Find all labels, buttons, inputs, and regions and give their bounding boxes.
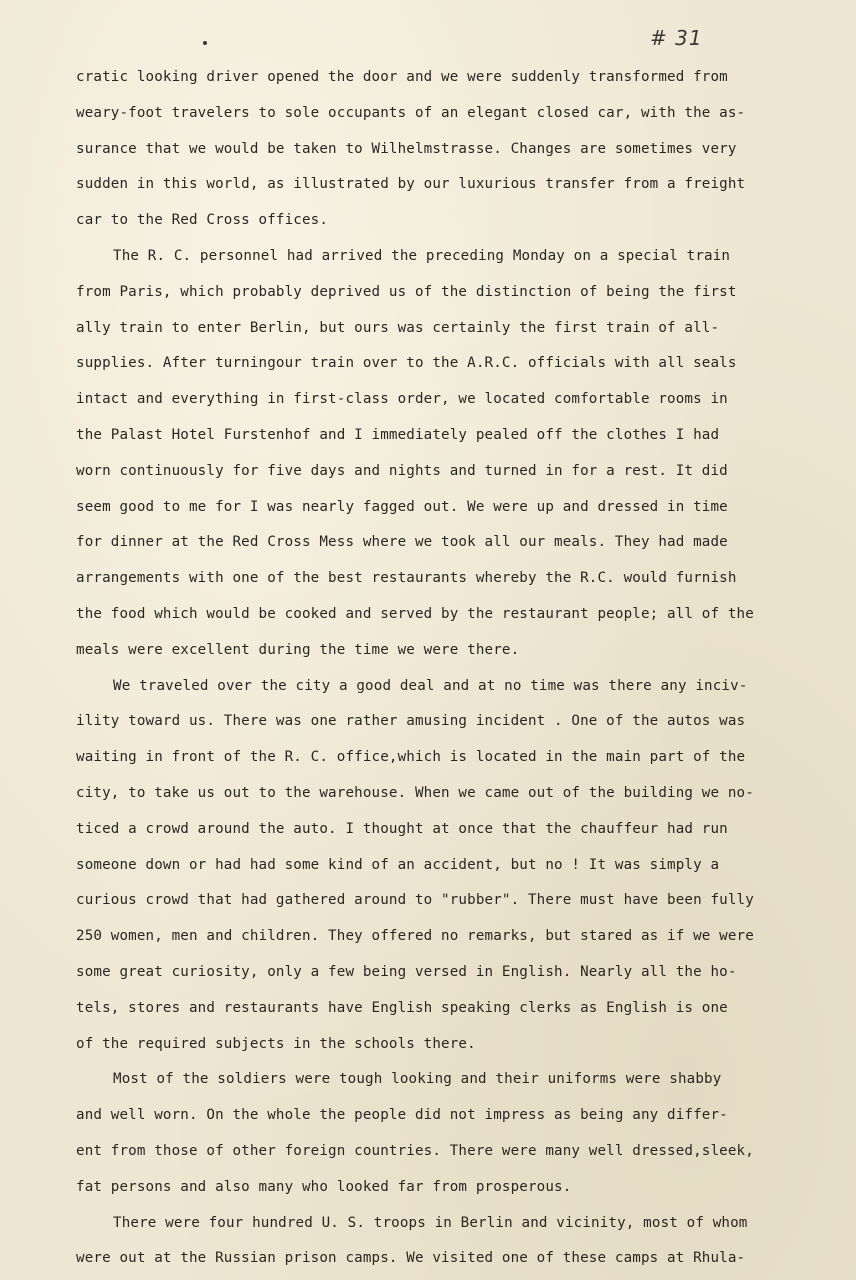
text-line: worn continuously for five days and nights and turned in for a rest. It did [76,462,728,479]
text-line: Most of the soldiers were tough looking and their uniforms were shabby [113,1071,722,1088]
text-line: supplies. After turningour train over to the A.R.C. officials with all seals [76,355,737,372]
text-line: ility toward us. There was one rather amusing incident . One of the autos was [76,713,746,730]
text-line: surance that we would be taken to Wilhelmstrasse. Changes are sometimes very [76,140,737,157]
text-line: The R. C. personnel had arrived the preceding Monday on a special train [113,247,731,264]
text-line: sudden in this world, as illustrated by our luxurious transfer from a freight [76,176,746,193]
text-line: weary-foot travelers to sole occupants of an elegant closed car, with the as- [76,104,746,121]
text-line: meals were excellent during the time we were there. [76,641,520,658]
text-line: of the required subjects in the schools there. [76,1035,476,1052]
text-line: someone down or had had some kind of an accident, but no ! It was simply a [76,856,720,873]
ink-dot [203,41,207,45]
text-line: from Paris, which probably deprived us of the distinction of being the first [76,283,737,300]
text-line: waiting in front of the R. C. office,which is located in the main part of the [76,749,746,766]
text-line: 250 women, men and children. They offered no remarks, but stared as if we were [76,928,754,945]
text-line: intact and everything in first-class order, we located comfortable rooms in [76,391,728,408]
text-line: ent from those of other foreign countries. There were many well dressed,sleek, [76,1142,754,1159]
text-line: ticed a crowd around the auto. I thought at once that the chauffeur had run [76,820,728,837]
text-line: We traveled over the city a good deal and at no time was there any inciv- [113,677,748,694]
text-line: arrangements with one of the best restaurants whereby the R.C. would furnish [76,570,737,587]
text-line: city, to take us out to the warehouse. When we came out of the building we no- [76,784,754,801]
text-line: some great curiosity, only a few being versed in English. Nearly all the ho- [76,963,737,980]
text-line: the food which would be cooked and served by the restaurant people; all of the [76,605,754,622]
text-line: for dinner at the Red Cross Mess where we took all our meals. They had made [76,534,728,551]
text-line: the Palast Hotel Furstenhof and I immediately pealed off the clothes I had [76,426,720,443]
text-line: fat persons and also many who looked far from prosperous. [76,1178,572,1195]
text-line: seem good to me for I was nearly fagged out. We were up and dressed in time [76,498,728,515]
text-line: curious crowd that had gathered around to "rubber". There must have been fully [76,892,754,909]
page-number: # 31 [650,26,703,50]
text-line: ally train to enter Berlin, but ours was certainly the first train of all- [76,319,720,336]
text-line: were out at the Russian prison camps. We visited one of these camps at Rhula- [76,1250,746,1267]
text-line: car to the Red Cross offices. [76,212,329,229]
text-line: and well worn. On the whole the people did not impress as being any differ- [76,1107,728,1124]
text-line: There were four hundred U. S. troops in Berlin and vicinity, most of whom [113,1214,748,1231]
text-line: cratic looking driver opened the door and we were suddenly transformed from [76,69,728,85]
typed-text-body [76,60,796,1277]
text-line: tels, stores and restaurants have English speaking clerks as English is one [76,999,728,1016]
